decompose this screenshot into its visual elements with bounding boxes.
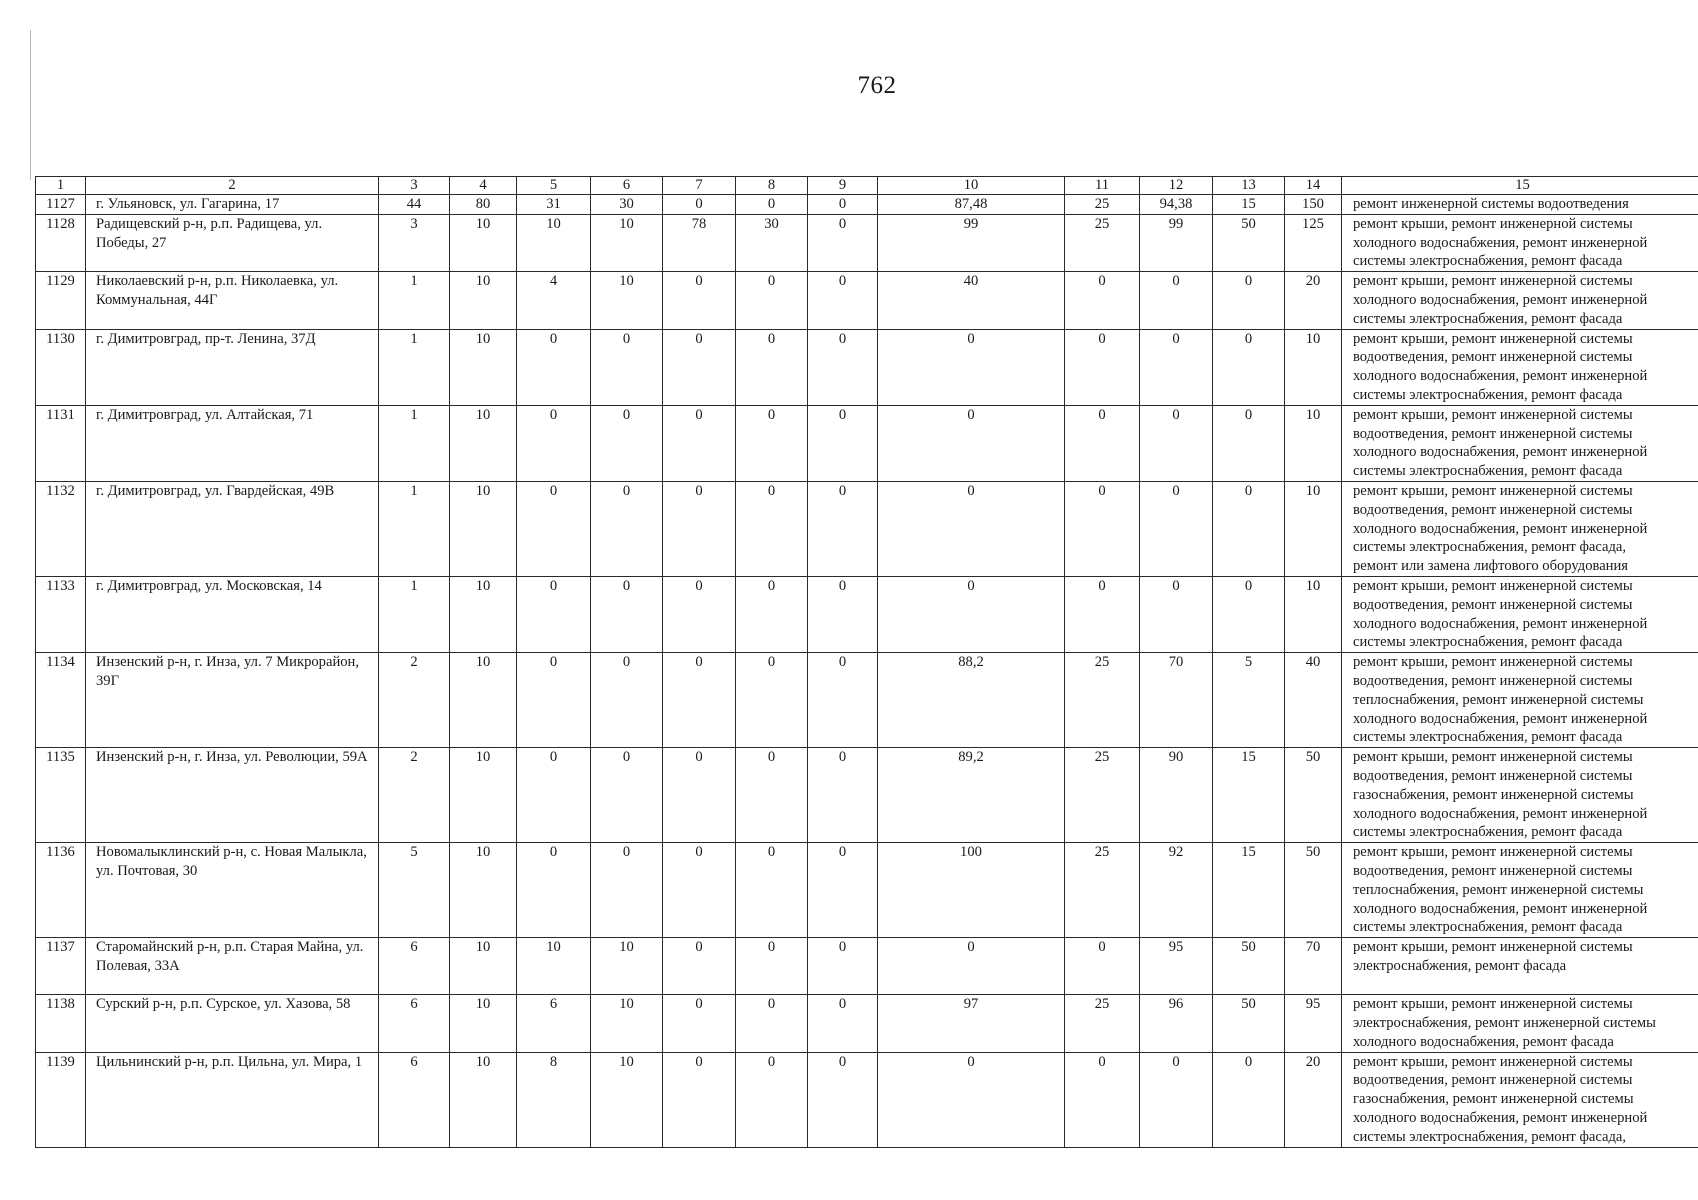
value-cell-col-4: 10 bbox=[450, 1052, 517, 1147]
column-header: 12 bbox=[1140, 177, 1213, 195]
value-cell-col-7: 0 bbox=[663, 843, 736, 938]
value-cell-col-4: 10 bbox=[450, 329, 517, 405]
value-cell-col-4: 10 bbox=[450, 995, 517, 1052]
value-cell-col-13: 15 bbox=[1213, 748, 1285, 843]
value-cell-col-10: 89,2 bbox=[878, 748, 1065, 843]
value-cell-col-14: 10 bbox=[1285, 329, 1342, 405]
value-cell-col-5: 31 bbox=[517, 195, 591, 215]
value-cell-col-7: 78 bbox=[663, 214, 736, 271]
value-cell-col-14: 10 bbox=[1285, 576, 1342, 652]
column-header: 1 bbox=[36, 177, 86, 195]
value-cell-col-9: 0 bbox=[808, 843, 878, 938]
value-cell-col-6: 0 bbox=[591, 653, 663, 748]
value-cell-col-12: 0 bbox=[1140, 405, 1213, 481]
value-cell-col-14: 40 bbox=[1285, 653, 1342, 748]
column-header: 15 bbox=[1342, 177, 1698, 195]
value-cell-col-3: 1 bbox=[379, 405, 450, 481]
value-cell-col-5: 8 bbox=[517, 1052, 591, 1147]
value-cell-col-4: 10 bbox=[450, 481, 517, 576]
value-cell-col-11: 25 bbox=[1065, 653, 1140, 748]
value-cell-col-9: 0 bbox=[808, 405, 878, 481]
value-cell-col-12: 0 bbox=[1140, 272, 1213, 329]
value-cell-col-3: 6 bbox=[379, 938, 450, 995]
table-row bbox=[36, 405, 1698, 481]
value-cell-col-11: 0 bbox=[1065, 1052, 1140, 1147]
row-number-cell: 1131 bbox=[36, 405, 86, 481]
repair-register-table bbox=[35, 176, 1698, 1148]
value-cell-col-3: 6 bbox=[379, 1052, 450, 1147]
address-cell: г. Ульяновск, ул. Гагарина, 17 bbox=[86, 195, 379, 215]
value-cell-col-5: 0 bbox=[517, 329, 591, 405]
value-cell-col-7: 0 bbox=[663, 481, 736, 576]
value-cell-col-4: 10 bbox=[450, 405, 517, 481]
value-cell-col-11: 0 bbox=[1065, 405, 1140, 481]
value-cell-col-6: 10 bbox=[591, 214, 663, 271]
address-cell: г. Димитровград, ул. Гвардейская, 49В bbox=[86, 481, 379, 576]
repair-works-cell: ремонт крыши, ремонт инженерной системы водоотведения, ремонт инженерной системы теплоснабжения, ремонт инженерной системы холодного водоснабжения, ремонт инженерной системы электроснабжения, ремонт фасада bbox=[1342, 653, 1698, 748]
value-cell-col-12: 92 bbox=[1140, 843, 1213, 938]
value-cell-col-7: 0 bbox=[663, 938, 736, 995]
value-cell-col-11: 0 bbox=[1065, 481, 1140, 576]
scan-edge-line bbox=[30, 30, 31, 180]
value-cell-col-14: 70 bbox=[1285, 938, 1342, 995]
value-cell-col-11: 25 bbox=[1065, 748, 1140, 843]
register-rows bbox=[36, 195, 1698, 1148]
value-cell-col-11: 25 bbox=[1065, 214, 1140, 271]
value-cell-col-13: 0 bbox=[1213, 1052, 1285, 1147]
value-cell-col-12: 95 bbox=[1140, 938, 1213, 995]
value-cell-col-11: 25 bbox=[1065, 995, 1140, 1052]
value-cell-col-6: 0 bbox=[591, 329, 663, 405]
value-cell-col-8: 0 bbox=[736, 843, 808, 938]
value-cell-col-10: 100 bbox=[878, 843, 1065, 938]
address-cell: Инзенский р-н, г. Инза, ул. 7 Микрорайон, 39Г bbox=[86, 653, 379, 748]
value-cell-col-13: 50 bbox=[1213, 938, 1285, 995]
value-cell-col-12: 96 bbox=[1140, 995, 1213, 1052]
value-cell-col-8: 0 bbox=[736, 481, 808, 576]
value-cell-col-5: 6 bbox=[517, 995, 591, 1052]
value-cell-col-11: 25 bbox=[1065, 843, 1140, 938]
column-header: 4 bbox=[450, 177, 517, 195]
value-cell-col-8: 0 bbox=[736, 576, 808, 652]
row-number-cell: 1127 bbox=[36, 195, 86, 215]
column-header: 3 bbox=[379, 177, 450, 195]
value-cell-col-9: 0 bbox=[808, 576, 878, 652]
table-row bbox=[36, 653, 1698, 748]
value-cell-col-10: 97 bbox=[878, 995, 1065, 1052]
value-cell-col-8: 0 bbox=[736, 1052, 808, 1147]
value-cell-col-12: 0 bbox=[1140, 576, 1213, 652]
column-header: 5 bbox=[517, 177, 591, 195]
value-cell-col-11: 0 bbox=[1065, 272, 1140, 329]
value-cell-col-6: 0 bbox=[591, 405, 663, 481]
value-cell-col-14: 10 bbox=[1285, 481, 1342, 576]
value-cell-col-5: 0 bbox=[517, 405, 591, 481]
value-cell-col-9: 0 bbox=[808, 653, 878, 748]
value-cell-col-10: 0 bbox=[878, 405, 1065, 481]
value-cell-col-9: 0 bbox=[808, 1052, 878, 1147]
address-cell: г. Димитровград, ул. Алтайская, 71 bbox=[86, 405, 379, 481]
value-cell-col-6: 0 bbox=[591, 576, 663, 652]
row-number-cell: 1129 bbox=[36, 272, 86, 329]
value-cell-col-3: 6 bbox=[379, 995, 450, 1052]
value-cell-col-13: 15 bbox=[1213, 195, 1285, 215]
table-row bbox=[36, 481, 1698, 576]
value-cell-col-13: 15 bbox=[1213, 843, 1285, 938]
value-cell-col-5: 0 bbox=[517, 481, 591, 576]
value-cell-col-4: 10 bbox=[450, 843, 517, 938]
value-cell-col-4: 10 bbox=[450, 272, 517, 329]
value-cell-col-3: 3 bbox=[379, 214, 450, 271]
table-row bbox=[36, 214, 1698, 271]
value-cell-col-5: 0 bbox=[517, 653, 591, 748]
value-cell-col-3: 1 bbox=[379, 576, 450, 652]
value-cell-col-12: 70 bbox=[1140, 653, 1213, 748]
table-row bbox=[36, 995, 1698, 1052]
value-cell-col-9: 0 bbox=[808, 195, 878, 215]
value-cell-col-12: 99 bbox=[1140, 214, 1213, 271]
value-cell-col-13: 0 bbox=[1213, 576, 1285, 652]
column-header: 6 bbox=[591, 177, 663, 195]
value-cell-col-9: 0 bbox=[808, 272, 878, 329]
value-cell-col-4: 10 bbox=[450, 576, 517, 652]
value-cell-col-8: 0 bbox=[736, 995, 808, 1052]
table-row bbox=[36, 195, 1698, 215]
value-cell-col-6: 0 bbox=[591, 748, 663, 843]
repair-works-cell: ремонт крыши, ремонт инженерной системы водоотведения, ремонт инженерной системы холодного водоснабжения, ремонт инженерной системы электроснабжения, ремонт фасада bbox=[1342, 329, 1698, 405]
value-cell-col-6: 30 bbox=[591, 195, 663, 215]
value-cell-col-10: 40 bbox=[878, 272, 1065, 329]
table-row bbox=[36, 938, 1698, 995]
value-cell-col-11: 0 bbox=[1065, 576, 1140, 652]
value-cell-col-3: 1 bbox=[379, 481, 450, 576]
value-cell-col-3: 1 bbox=[379, 329, 450, 405]
value-cell-col-14: 150 bbox=[1285, 195, 1342, 215]
address-cell: Сурский р-н, р.п. Сурское, ул. Хазова, 58 bbox=[86, 995, 379, 1052]
value-cell-col-4: 80 bbox=[450, 195, 517, 215]
row-number-cell: 1133 bbox=[36, 576, 86, 652]
row-number-cell: 1134 bbox=[36, 653, 86, 748]
value-cell-col-9: 0 bbox=[808, 329, 878, 405]
value-cell-col-6: 0 bbox=[591, 481, 663, 576]
value-cell-col-10: 0 bbox=[878, 576, 1065, 652]
value-cell-col-5: 0 bbox=[517, 843, 591, 938]
value-cell-col-14: 20 bbox=[1285, 272, 1342, 329]
column-header: 11 bbox=[1065, 177, 1140, 195]
column-header: 10 bbox=[878, 177, 1065, 195]
value-cell-col-13: 0 bbox=[1213, 405, 1285, 481]
column-header: 9 bbox=[808, 177, 878, 195]
value-cell-col-13: 0 bbox=[1213, 481, 1285, 576]
value-cell-col-8: 0 bbox=[736, 938, 808, 995]
value-cell-col-13: 0 bbox=[1213, 272, 1285, 329]
value-cell-col-5: 0 bbox=[517, 748, 591, 843]
value-cell-col-14: 10 bbox=[1285, 405, 1342, 481]
value-cell-col-8: 0 bbox=[736, 405, 808, 481]
value-cell-col-7: 0 bbox=[663, 653, 736, 748]
table-row bbox=[36, 748, 1698, 843]
value-cell-col-12: 0 bbox=[1140, 481, 1213, 576]
address-cell: Радищевский р-н, р.п. Радищева, ул. Победы, 27 bbox=[86, 214, 379, 271]
value-cell-col-11: 0 bbox=[1065, 329, 1140, 405]
value-cell-col-10: 0 bbox=[878, 1052, 1065, 1147]
value-cell-col-10: 88,2 bbox=[878, 653, 1065, 748]
value-cell-col-7: 0 bbox=[663, 195, 736, 215]
value-cell-col-12: 0 bbox=[1140, 1052, 1213, 1147]
value-cell-col-5: 0 bbox=[517, 576, 591, 652]
value-cell-col-6: 0 bbox=[591, 843, 663, 938]
value-cell-col-6: 10 bbox=[591, 995, 663, 1052]
value-cell-col-14: 20 bbox=[1285, 1052, 1342, 1147]
value-cell-col-14: 50 bbox=[1285, 843, 1342, 938]
value-cell-col-6: 10 bbox=[591, 938, 663, 995]
page-number: 762 bbox=[857, 72, 897, 99]
value-cell-col-10: 0 bbox=[878, 481, 1065, 576]
value-cell-col-5: 4 bbox=[517, 272, 591, 329]
column-header: 2 bbox=[86, 177, 379, 195]
value-cell-col-5: 10 bbox=[517, 938, 591, 995]
value-cell-col-13: 5 bbox=[1213, 653, 1285, 748]
column-header: 14 bbox=[1285, 177, 1342, 195]
value-cell-col-7: 0 bbox=[663, 995, 736, 1052]
value-cell-col-8: 0 bbox=[736, 195, 808, 215]
repair-works-cell: ремонт крыши, ремонт инженерной системы водоотведения, ремонт инженерной системы газоснабжения, ремонт инженерной системы холодного водоснабжения, ремонт инженерной системы электроснабжения, ремонт фасада bbox=[1342, 748, 1698, 843]
row-number-cell: 1136 bbox=[36, 843, 86, 938]
value-cell-col-12: 94,38 bbox=[1140, 195, 1213, 215]
value-cell-col-4: 10 bbox=[450, 748, 517, 843]
value-cell-col-4: 10 bbox=[450, 653, 517, 748]
value-cell-col-6: 10 bbox=[591, 1052, 663, 1147]
value-cell-col-9: 0 bbox=[808, 995, 878, 1052]
repair-works-cell: ремонт крыши, ремонт инженерной системы водоотведения, ремонт инженерной системы холодного водоснабжения, ремонт инженерной системы электроснабжения, ремонт фасада bbox=[1342, 576, 1698, 652]
value-cell-col-7: 0 bbox=[663, 272, 736, 329]
value-cell-col-11: 0 bbox=[1065, 938, 1140, 995]
value-cell-col-8: 0 bbox=[736, 272, 808, 329]
value-cell-col-3: 2 bbox=[379, 748, 450, 843]
table-row bbox=[36, 272, 1698, 329]
value-cell-col-12: 0 bbox=[1140, 329, 1213, 405]
row-number-cell: 1139 bbox=[36, 1052, 86, 1147]
value-cell-col-7: 0 bbox=[663, 405, 736, 481]
value-cell-col-7: 0 bbox=[663, 329, 736, 405]
table-row bbox=[36, 576, 1698, 652]
value-cell-col-3: 1 bbox=[379, 272, 450, 329]
value-cell-col-4: 10 bbox=[450, 938, 517, 995]
column-number-header-row bbox=[36, 177, 1698, 195]
repair-works-cell: ремонт крыши, ремонт инженерной системы электроснабжения, ремонт фасада bbox=[1342, 938, 1698, 995]
value-cell-col-9: 0 bbox=[808, 481, 878, 576]
value-cell-col-9: 0 bbox=[808, 214, 878, 271]
value-cell-col-13: 0 bbox=[1213, 329, 1285, 405]
value-cell-col-3: 5 bbox=[379, 843, 450, 938]
value-cell-col-4: 10 bbox=[450, 214, 517, 271]
row-number-cell: 1138 bbox=[36, 995, 86, 1052]
column-header: 13 bbox=[1213, 177, 1285, 195]
address-cell: Цильнинский р-н, р.п. Цильна, ул. Мира, 1 bbox=[86, 1052, 379, 1147]
address-cell: Старомайнский р-н, р.п. Старая Майна, ул. Полевая, 33А bbox=[86, 938, 379, 995]
row-number-cell: 1130 bbox=[36, 329, 86, 405]
value-cell-col-7: 0 bbox=[663, 576, 736, 652]
column-header: 7 bbox=[663, 177, 736, 195]
value-cell-col-8: 30 bbox=[736, 214, 808, 271]
table-row bbox=[36, 329, 1698, 405]
row-number-cell: 1132 bbox=[36, 481, 86, 576]
repair-works-cell: ремонт крыши, ремонт инженерной системы водоотведения, ремонт инженерной системы холодного водоснабжения, ремонт инженерной системы электроснабжения, ремонт фасада bbox=[1342, 405, 1698, 481]
row-number-cell: 1135 bbox=[36, 748, 86, 843]
value-cell-col-5: 10 bbox=[517, 214, 591, 271]
value-cell-col-11: 25 bbox=[1065, 195, 1140, 215]
value-cell-col-9: 0 bbox=[808, 938, 878, 995]
address-cell: г. Димитровград, пр-т. Ленина, 37Д bbox=[86, 329, 379, 405]
value-cell-col-13: 50 bbox=[1213, 995, 1285, 1052]
address-cell: г. Димитровград, ул. Московская, 14 bbox=[86, 576, 379, 652]
repair-works-cell: ремонт инженерной системы водоотведения bbox=[1342, 195, 1698, 215]
value-cell-col-10: 0 bbox=[878, 329, 1065, 405]
address-cell: Инзенский р-н, г. Инза, ул. Революции, 59А bbox=[86, 748, 379, 843]
table-row bbox=[36, 843, 1698, 938]
row-number-cell: 1128 bbox=[36, 214, 86, 271]
value-cell-col-10: 99 bbox=[878, 214, 1065, 271]
repair-works-cell: ремонт крыши, ремонт инженерной системы водоотведения, ремонт инженерной системы газоснабжения, ремонт инженерной системы холодного водоснабжения, ремонт инженерной системы электроснабжения, ремонт фасада, bbox=[1342, 1052, 1698, 1147]
value-cell-col-14: 125 bbox=[1285, 214, 1342, 271]
value-cell-col-7: 0 bbox=[663, 748, 736, 843]
value-cell-col-8: 0 bbox=[736, 748, 808, 843]
repair-works-cell: ремонт крыши, ремонт инженерной системы водоотведения, ремонт инженерной системы теплоснабжения, ремонт инженерной системы холодного водоснабжения, ремонт инженерной системы электроснабжения, ремонт фасада bbox=[1342, 843, 1698, 938]
value-cell-col-13: 50 bbox=[1213, 214, 1285, 271]
column-header: 8 bbox=[736, 177, 808, 195]
repair-works-cell: ремонт крыши, ремонт инженерной системы холодного водоснабжения, ремонт инженерной системы электроснабжения, ремонт фасада bbox=[1342, 214, 1698, 271]
value-cell-col-10: 0 bbox=[878, 938, 1065, 995]
address-cell: Николаевский р-н, р.п. Николаевка, ул. Коммунальная, 44Г bbox=[86, 272, 379, 329]
table-row bbox=[36, 1052, 1698, 1147]
value-cell-col-6: 10 bbox=[591, 272, 663, 329]
value-cell-col-7: 0 bbox=[663, 1052, 736, 1147]
row-number-cell: 1137 bbox=[36, 938, 86, 995]
value-cell-col-3: 2 bbox=[379, 653, 450, 748]
repair-works-cell: ремонт крыши, ремонт инженерной системы водоотведения, ремонт инженерной системы холодного водоснабжения, ремонт инженерной системы электроснабжения, ремонт фасада, ремонт или замена лифтового оборудования bbox=[1342, 481, 1698, 576]
value-cell-col-8: 0 bbox=[736, 653, 808, 748]
repair-works-cell: ремонт крыши, ремонт инженерной системы электроснабжения, ремонт инженерной системы холодного водоснабжения, ремонт фасада bbox=[1342, 995, 1698, 1052]
value-cell-col-12: 90 bbox=[1140, 748, 1213, 843]
value-cell-col-14: 95 bbox=[1285, 995, 1342, 1052]
value-cell-col-3: 44 bbox=[379, 195, 450, 215]
value-cell-col-14: 50 bbox=[1285, 748, 1342, 843]
value-cell-col-10: 87,48 bbox=[878, 195, 1065, 215]
repair-works-cell: ремонт крыши, ремонт инженерной системы холодного водоснабжения, ремонт инженерной системы электроснабжения, ремонт фасада bbox=[1342, 272, 1698, 329]
address-cell: Новомалыклинский р-н, с. Новая Малыкла, ул. Почтовая, 30 bbox=[86, 843, 379, 938]
value-cell-col-8: 0 bbox=[736, 329, 808, 405]
value-cell-col-9: 0 bbox=[808, 748, 878, 843]
